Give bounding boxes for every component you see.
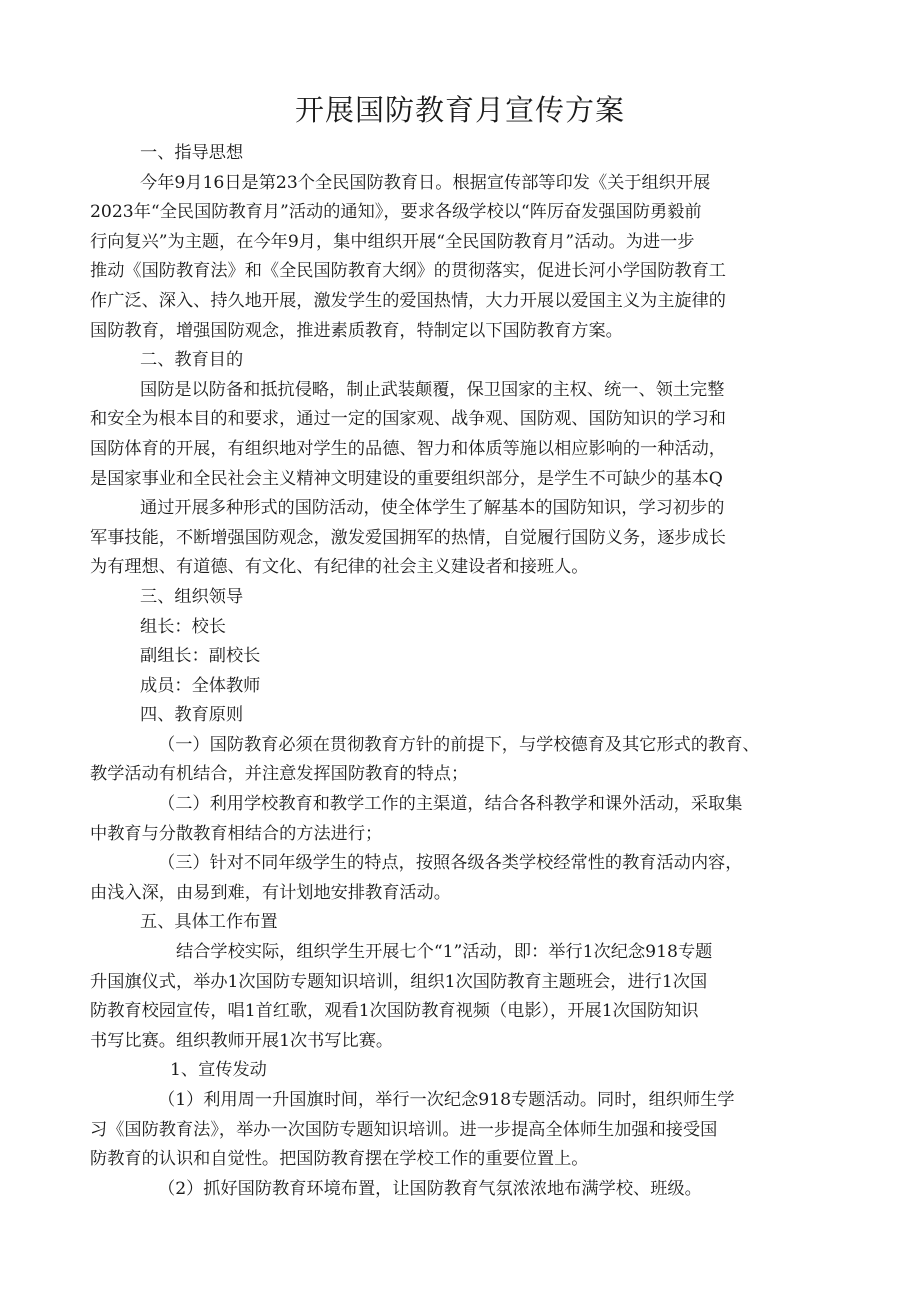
paragraph-line: 国防教育，增强国防观念，推进素质教育，特制定以下国防教育方案。 (90, 320, 623, 341)
paragraph-line: 成员：全体教师 (140, 675, 261, 696)
section-heading: 四、教育原则 (140, 705, 244, 726)
paragraph-line: 中教育与分散教育相结合的方法进行； (90, 823, 383, 844)
paragraph-line: （一）国防教育必须在贯彻教育方针的前提下，与学校德育及其它形式的教育、 (158, 734, 760, 755)
paragraph-line: 由浅入深，由易到难，有计划地安排教育活动。 (90, 882, 451, 903)
paragraph-line: 2023年“全民国防教育月”活动的通知》，要求各级学校以“阵厉奋发强国防勇毅前 (90, 202, 702, 223)
paragraph-line: 推动《国防教育法》和《全民国防教育大纲》的贯彻落实，促进长河小学国防教育工 (90, 261, 726, 282)
section-heading: 三、组织领导 (140, 586, 244, 607)
paragraph-line: 升国旗仪式，举办1次国防专题知识培训，组织1次国防教育主题班会，进行1次国 (90, 971, 708, 992)
paragraph-line: 为有理想、有道德、有文化、有纪律的社会主义建设者和接班人。 (90, 557, 589, 578)
paragraph-line: 副组长：副校长 (140, 646, 261, 667)
document-title: 开展国防教育月宣传方案 (294, 93, 625, 127)
paragraph-line: 行向复兴”为主题，在今年9月，集中组织开展“全民国防教育月”活动。为进一步 (90, 231, 695, 252)
paragraph-line: 今年9月16日是第23个全民国防教育日。根据宣传部等印发《关于组织开展 (140, 172, 711, 193)
paragraph-line: 习《国防教育法》，举办一次国防专题知识培训。进一步提高全体师生加强和接受国 (90, 1119, 718, 1140)
section-heading: 五、具体工作布置 (140, 912, 278, 933)
paragraph-line: 和安全为根本目的和要求，通过一定的国家观、战争观、国防观、国防知识的学习和 (90, 409, 726, 430)
section-heading: 二、教育目的 (140, 350, 244, 371)
paragraph-line: 防教育的认识和自觉性。把国防教育摆在学校工作的重要位置上。 (90, 1149, 589, 1170)
subsection-heading: 1、宣传发动 (170, 1060, 267, 1081)
paragraph-line: 是国家事业和全民社会主义精神文明建设的重要组织部分，是学生不可缺少的基本Q (90, 468, 723, 489)
paragraph-line: （三）针对不同年级学生的特点，按照各级各类学校经常性的教育活动内容， (158, 853, 743, 874)
paragraph-line: 书写比赛。组织教师开展1次书写比赛。 (90, 1030, 394, 1051)
paragraph-line: 防教育校园宣传，唱1首红歌，观看1次国防教育视频（电影），开展1次国防知识 (90, 1001, 699, 1022)
paragraph-line: （二）利用学校教育和教学工作的主渠道，结合各科教学和课外活动，采取集 (158, 794, 743, 815)
section-heading: 一、指导思想 (140, 143, 244, 163)
paragraph-line: （2）抓好国防教育环境布置，让国防教育气氛浓浓地布满学校、班级。 (158, 1178, 702, 1199)
document-body (90, 139, 840, 1204)
paragraph-line: 组长：校长 (140, 616, 226, 637)
paragraph-line: （1）利用周一升国旗时间，举行一次纪念918专题活动。同时，组织师生学 (158, 1090, 735, 1110)
paragraph-line: 通过开展多种形式的国防活动，使全体学生了解基本的国防知识，学习初步的 (140, 498, 725, 519)
paragraph-line: 国防是以防备和抵抗侵略，制止武装颠覆，保卫国家的主权、统一、领土完整 (140, 379, 725, 400)
paragraph-line: 教学活动有机结合，并注意发挥国防教育的特点； (90, 764, 469, 785)
paragraph-line: 国防体育的开展，有组织地对学生的品德、智力和体质等施以相应影响的一种活动， (90, 438, 726, 459)
paragraph-line: 作广泛、深入、持久地开展，激发学生的爱国热情，大力开展以爱国主义为主旋律的 (90, 290, 726, 311)
paragraph-line: 军事技能，不断增强国防观念，激发爱国拥军的热情，自觉履行国防义务，逐步成长 (90, 527, 726, 548)
paragraph-line: 结合学校实际，组织学生开展七个“1”活动，即：举行1次纪念918专题 (176, 942, 713, 963)
